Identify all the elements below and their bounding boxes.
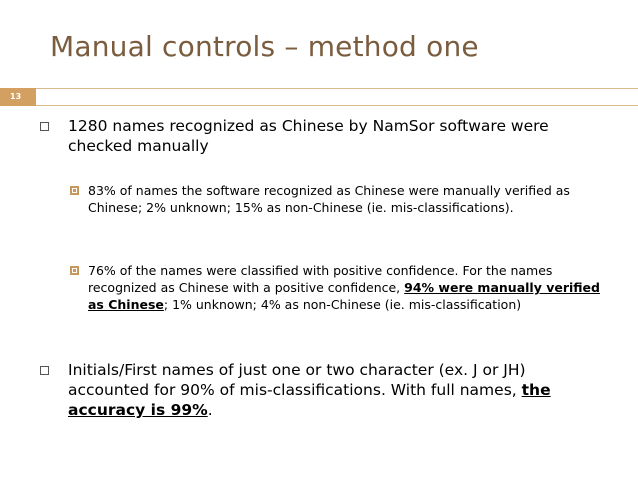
slide-number: 13 bbox=[10, 92, 22, 101]
header-rule bbox=[36, 88, 638, 106]
bullet-1-text: 1280 names recognized as Chinese by NamSor software were checked manually bbox=[68, 117, 549, 155]
square-bullet-icon bbox=[40, 122, 49, 131]
bullet-2-text-part-b: . bbox=[207, 401, 213, 419]
slide-number-badge bbox=[0, 88, 36, 106]
filled-square-bullet-icon bbox=[70, 266, 79, 275]
sub-bullet-1-text: 83% of names the software recognized as Chinese were manually verified as Chinese; 2% unknown; 15% as non-Chinese (ie. mis-classifications). bbox=[88, 183, 570, 215]
sub-bullet-2-text-part-b: ; 1% unknown; 4% as non-Chinese (ie. mis-classification) bbox=[163, 297, 522, 312]
bullet-2-emphasis: the accuracy is 99% bbox=[68, 381, 551, 419]
sub-bullet-2-text-part-a: 76% of the names were classified with positive confidence. For the names recognized as Chinese with a positive confidence, bbox=[88, 263, 553, 295]
filled-square-bullet-icon bbox=[70, 186, 79, 195]
bullet-2-text-part-a: Initials/First names of just one or two character (ex. J or JH) accounted for 90% of mis-classifications. With full names, bbox=[68, 361, 526, 399]
slide-title: Manual controls – method one bbox=[50, 30, 479, 63]
bullet-2-text bbox=[68, 360, 588, 420]
sub-bullet-2-emphasis: 94% were manually verified as Chinese bbox=[88, 280, 600, 312]
square-bullet-icon bbox=[40, 366, 49, 375]
sub-bullet-2-text bbox=[88, 262, 608, 313]
